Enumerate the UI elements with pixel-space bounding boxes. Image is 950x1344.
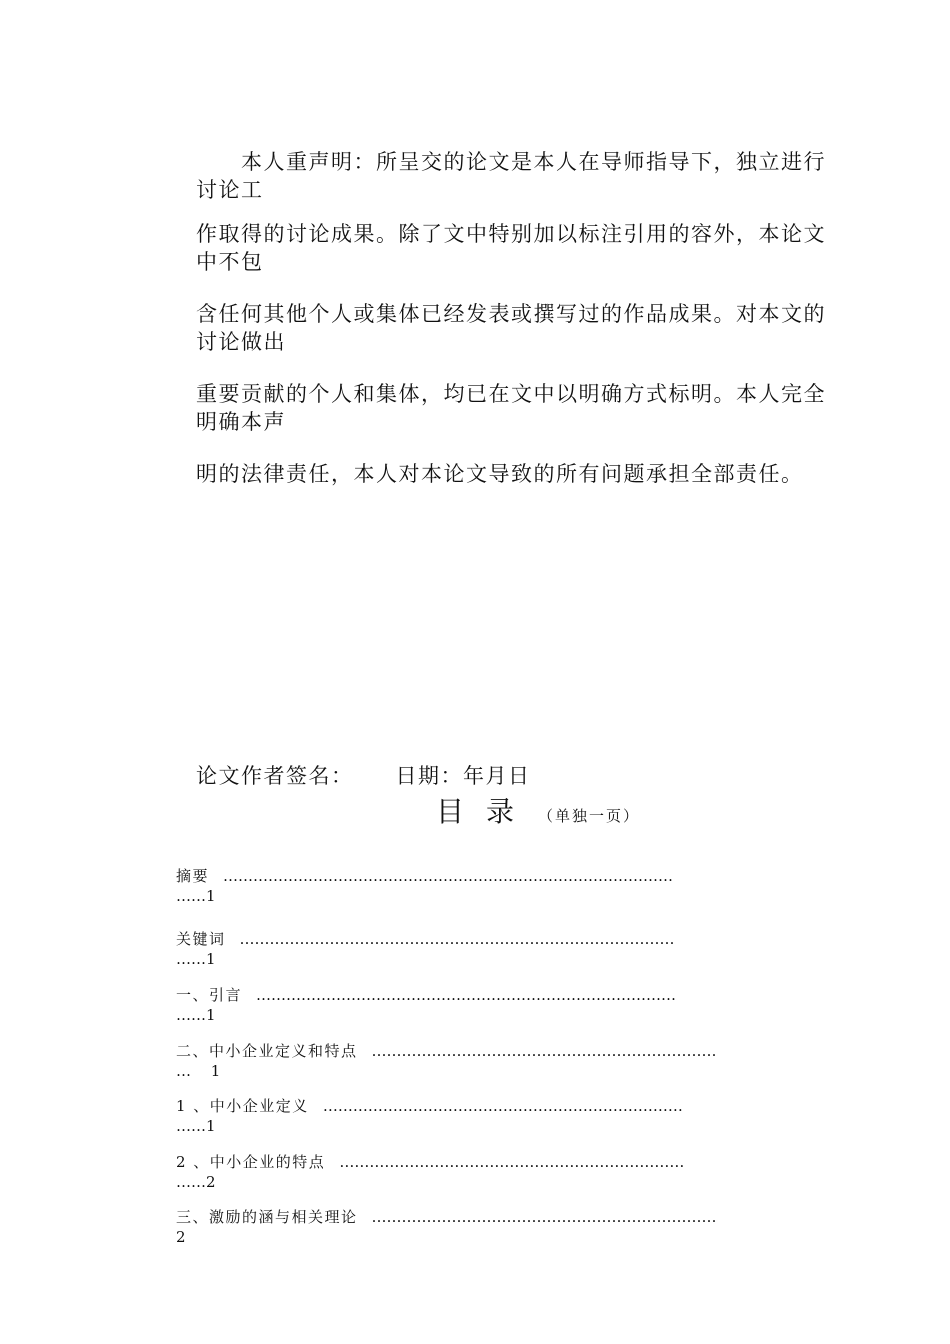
toc-entry — [176, 866, 841, 906]
toc-entry — [176, 929, 841, 969]
toc-note: （单独一页） — [538, 807, 641, 825]
toc-entry-label: 三、激励的涵与相关理论 — [176, 1208, 358, 1226]
toc-leader: ……………………………………………………………………………… — [223, 867, 674, 885]
toc-entry — [176, 1096, 841, 1136]
toc-entry-page: ……1 — [176, 950, 216, 968]
toc-entry-label: 一、引言 — [176, 986, 243, 1004]
declaration-paragraph-line — [196, 380, 836, 436]
declaration-text: 讨论做出 — [196, 330, 286, 354]
toc-entry — [176, 1041, 841, 1081]
toc-entry — [176, 1207, 841, 1247]
toc-entry — [176, 985, 841, 1025]
toc-leader: …………………………………………………………………………… — [239, 930, 675, 948]
toc-heading — [436, 790, 640, 830]
toc-leader: ………………………………………………………………………… — [256, 986, 677, 1004]
declaration-text: 作取得的讨论成果。除了文中特别加以标注引用的容外，本论文 — [196, 222, 826, 246]
declaration-paragraph-line — [196, 220, 836, 276]
toc-entry-label: 二、中小企业定义和特点 — [176, 1042, 358, 1060]
toc-entry-page: ……1 — [176, 1006, 216, 1024]
toc-entry-label: 2 、中小企业的特点 — [176, 1153, 326, 1171]
declaration-text: 明的法律责任，本人对本论文导致的所有问题承担全部责任。 — [196, 462, 804, 486]
toc-entry-page: 2 — [176, 1228, 186, 1246]
toc-entry-label: 关键词 — [176, 930, 226, 948]
toc-leader: …………………………………………………………… — [371, 1042, 717, 1060]
toc-entry-label: 摘要 — [176, 867, 210, 885]
declaration-text: 含任何其他个人或集体已经发表或撰写过的作品成果。对本文的 — [196, 302, 826, 326]
toc-leader: …………………………………………………………… — [339, 1153, 685, 1171]
declaration-text: 讨论工 — [196, 178, 264, 202]
toc-entry-page: ……1 — [176, 887, 216, 905]
declaration-paragraph-line — [196, 148, 836, 204]
signature-line — [196, 760, 531, 790]
toc-leader: …………………………………………………………… — [371, 1208, 717, 1226]
declaration-text: 明确本声 — [196, 410, 286, 434]
toc-entry — [176, 1152, 841, 1192]
toc-entry-page: … 1 — [176, 1062, 221, 1080]
declaration-paragraph-line — [196, 460, 836, 488]
toc-entry-page: ……1 — [176, 1117, 216, 1135]
date-label: 日期：年月日 — [395, 764, 531, 788]
declaration-text: 中不包 — [196, 250, 264, 274]
declaration-paragraph-line — [196, 300, 836, 356]
declaration-text: 本人重声明：所呈交的论文是本人在导师指导下，独立进行 — [196, 150, 826, 174]
toc-title: 目录 — [436, 795, 537, 828]
declaration-text: 重要贡献的个人和集体，均已在文中以明确方式标明。本人完全 — [196, 382, 826, 406]
toc-entry-label: 1 、中小企业定义 — [176, 1097, 309, 1115]
toc-entry-page: ……2 — [176, 1173, 216, 1191]
toc-leader: ……………………………………………………………… — [322, 1097, 683, 1115]
author-signature-label: 论文作者签名： — [196, 764, 354, 788]
